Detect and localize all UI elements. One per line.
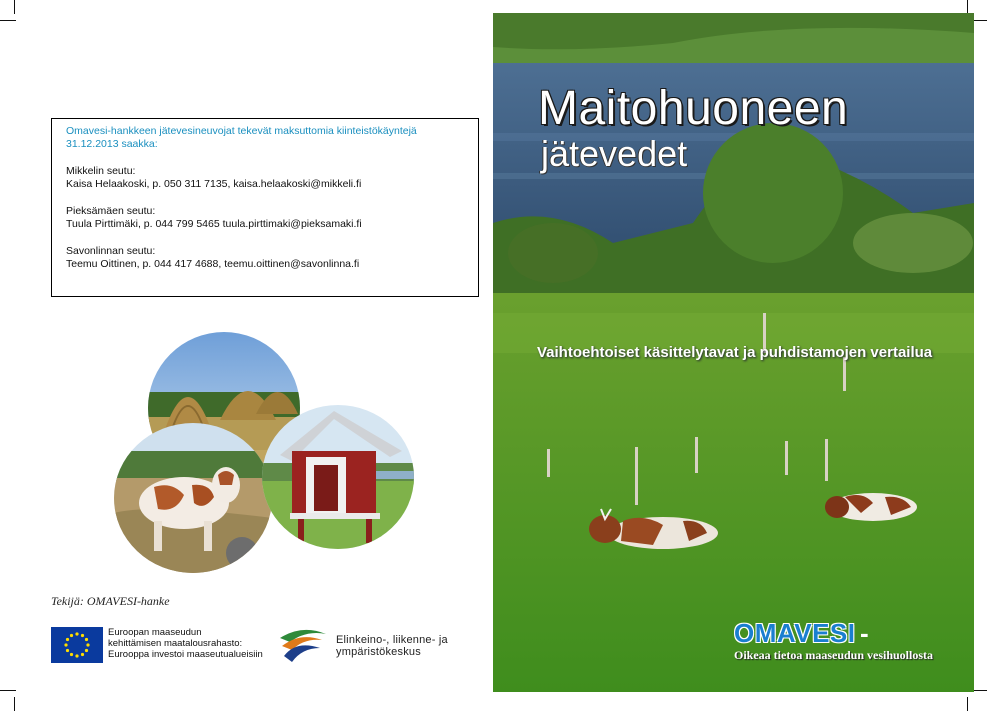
contact-region: Savonlinnan seutu: <box>66 245 156 257</box>
cover-subtitle: jätevedet <box>541 133 688 174</box>
brand-dash: - <box>860 618 869 648</box>
contact-entry <box>66 165 464 191</box>
ely-centre-text <box>336 634 448 658</box>
omavesi-brand: OMAVESI <box>734 618 856 648</box>
crop-mark <box>14 697 15 711</box>
eu-fund-text <box>108 627 263 660</box>
cover-tagline: Vaihtoehtoiset käsittelytavat ja puhdistamojen vertailua <box>537 344 933 361</box>
cow-lying-back <box>825 493 917 521</box>
eu-fund-line: Euroopan maaseudun <box>108 627 202 638</box>
crop-mark <box>0 690 16 691</box>
author-credit: Tekijä: OMAVESI-hanke <box>51 594 170 608</box>
contact-details: Teemu Oittinen, p. 044 417 4688, teemu.oittinen@savonlinna.fi <box>66 258 360 270</box>
eu-fund-line: kehittämisen maatalousrahasto: <box>108 638 243 649</box>
crop-mark <box>967 697 968 711</box>
crop-mark <box>0 20 16 21</box>
eu-fund-line: Eurooppa investoi maaseutualueisiin <box>108 649 263 660</box>
contact-entry <box>66 245 464 271</box>
contact-details: Kaisa Helaakoski, p. 050 311 7135, kaisa.helaakoski@mikkeli.fi <box>66 178 362 190</box>
crop-mark <box>967 0 968 14</box>
milk-house-photo <box>262 405 414 549</box>
ely-centre-logo-icon <box>276 626 330 664</box>
eu-flag-icon <box>51 627 103 663</box>
contact-region: Pieksämäen seutu: <box>66 205 156 217</box>
cover-title: Maitohuoneen <box>538 82 849 135</box>
crop-mark <box>14 0 15 14</box>
contact-region: Mikkelin seutu: <box>66 165 136 177</box>
front-cover <box>493 13 974 692</box>
contact-info-box <box>51 118 479 297</box>
cow-photo <box>114 423 272 573</box>
brand-tagline: Oikeaa tietoa maaseudun vesihuollosta <box>734 648 934 662</box>
contact-details: Tuula Pirttimäki, p. 044 799 5465 tuula.pirttimaki@pieksamaki.fi <box>66 218 362 230</box>
contact-entry <box>66 205 464 231</box>
ely-text-line: Elinkeino-, liikenne- ja <box>336 634 448 646</box>
info-intro: Omavesi-hankkeen jätevesineuvojat tekevät maksuttomia kiinteistökäyntejä 31.12.2013 saakka: <box>66 125 417 150</box>
ely-text-line: ympäristökeskus <box>336 646 421 658</box>
